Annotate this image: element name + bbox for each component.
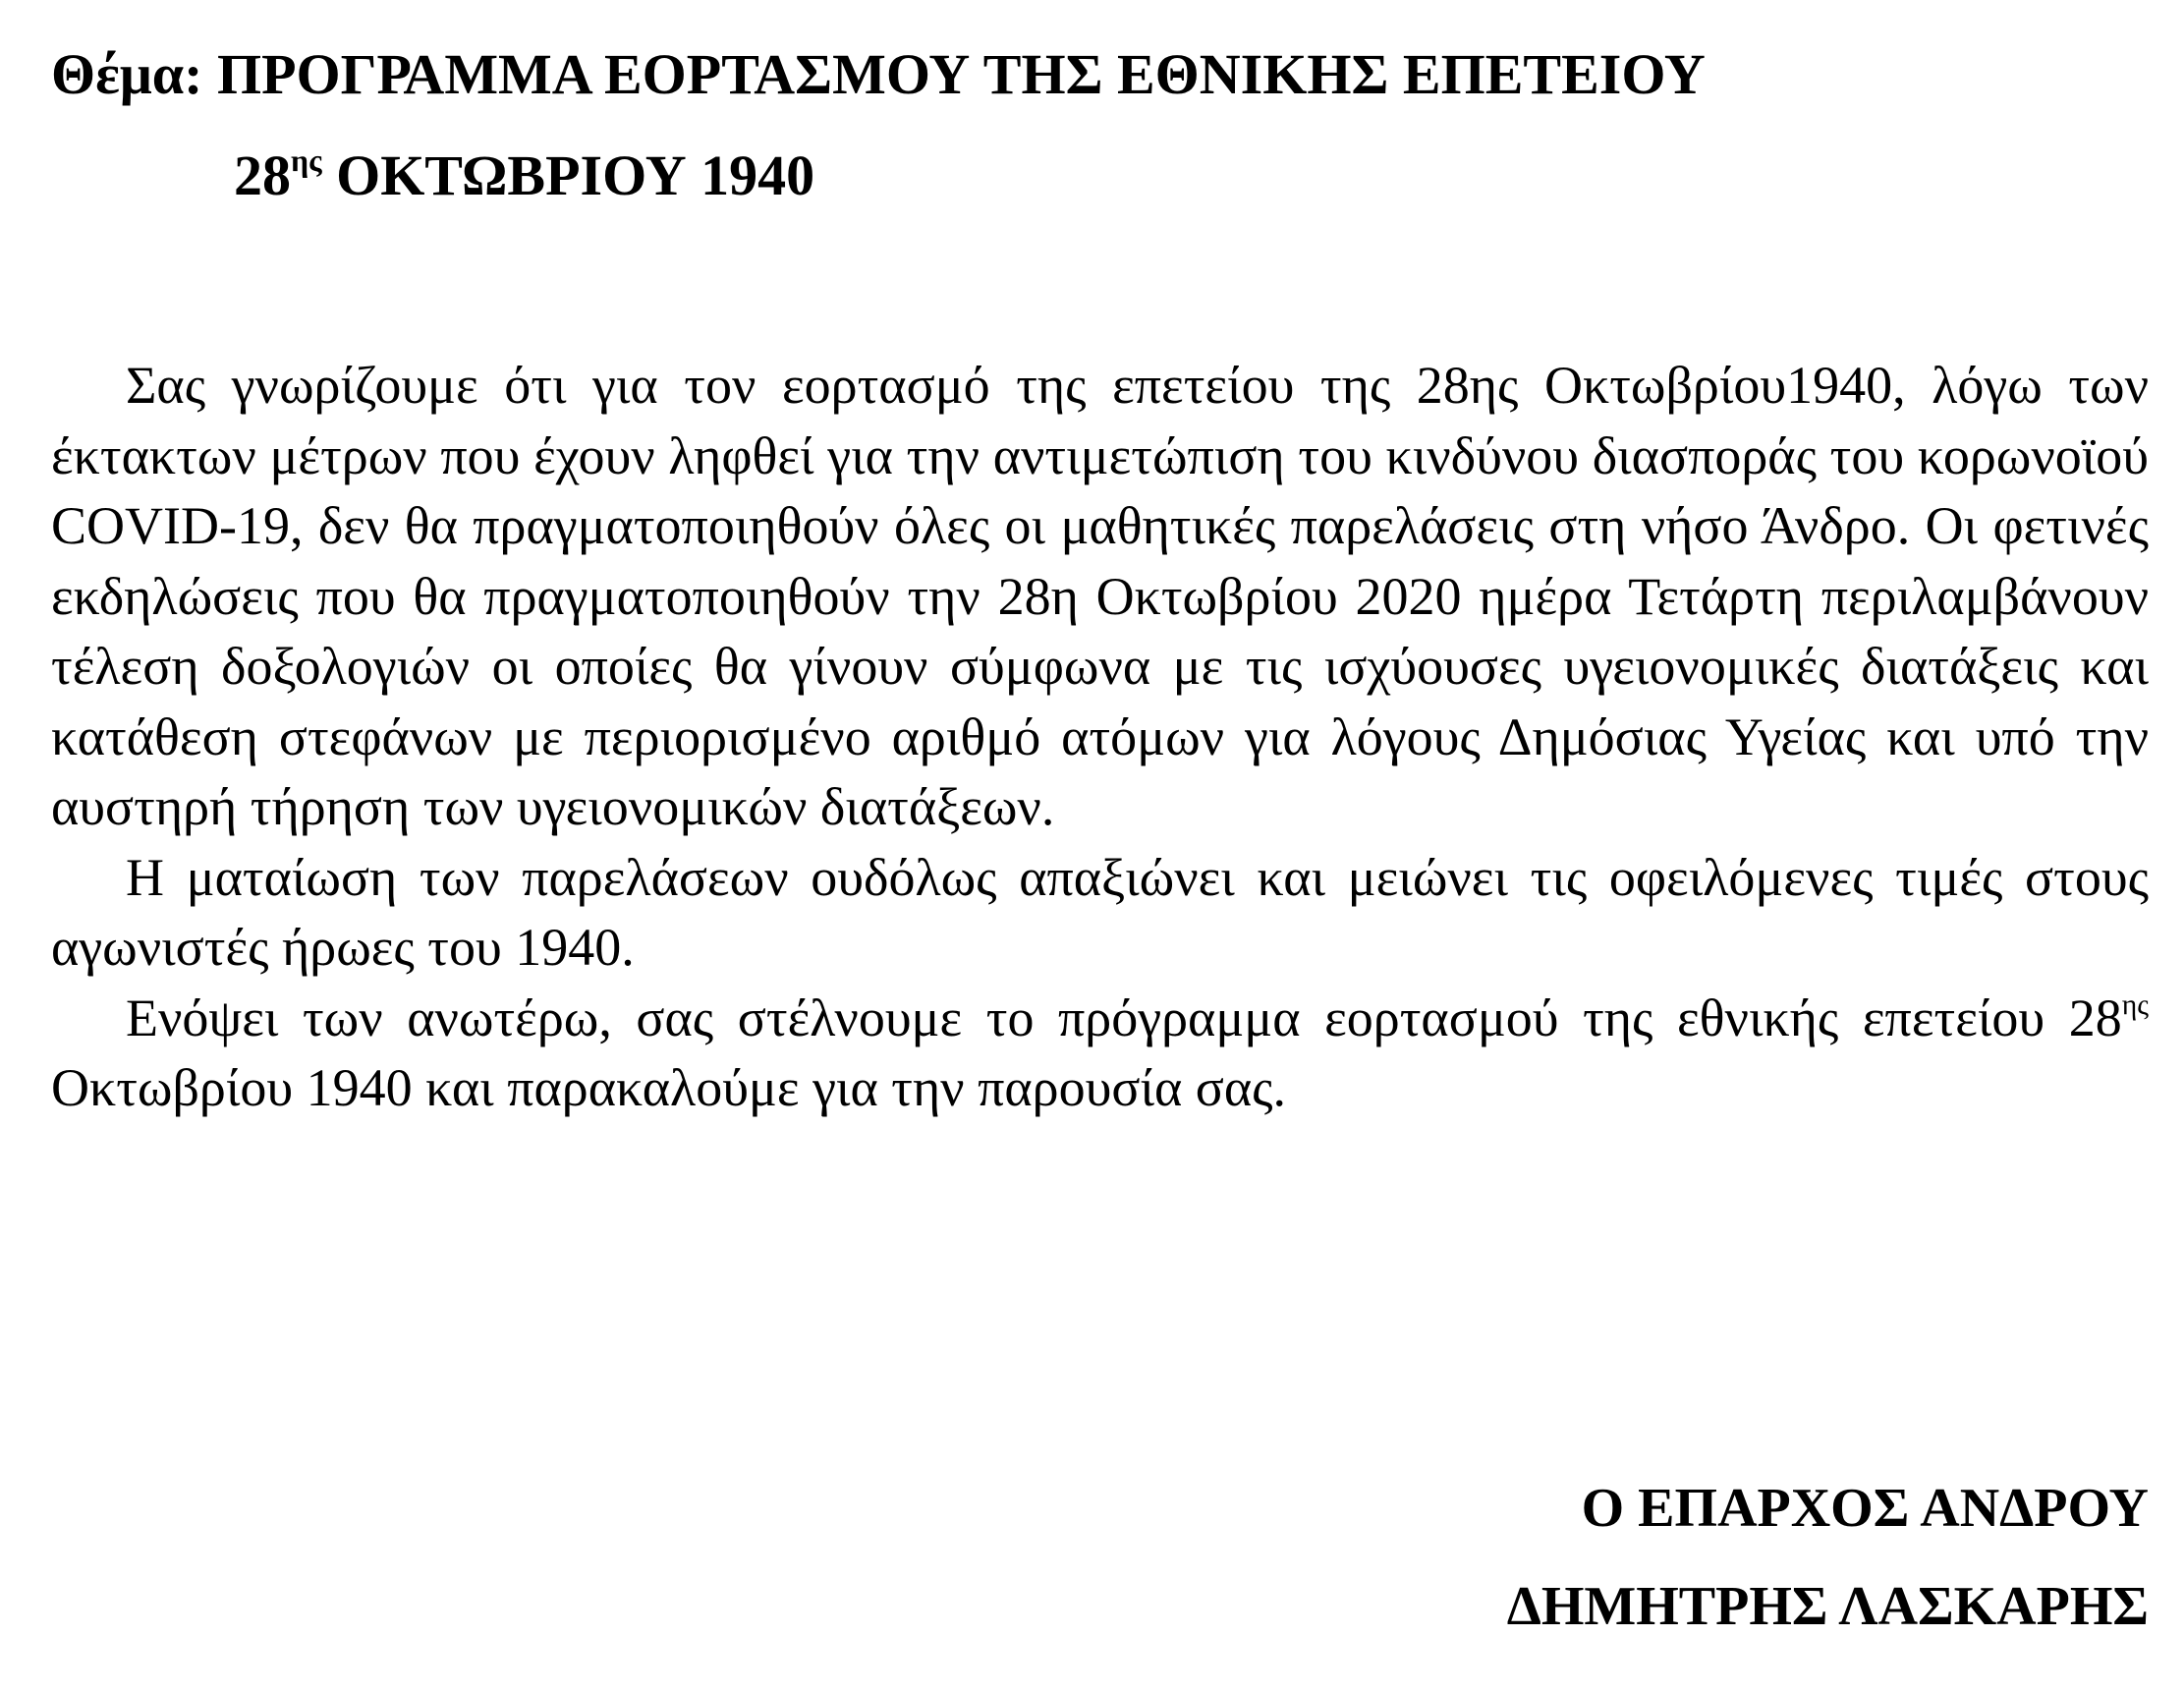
subject-date-ordinal: ης: [291, 143, 322, 179]
subject-title: ΠΡΟΓΡΑΜΜΑ ΕΟΡΤΑΣΜΟΥ ΤΗΣ ΕΘΝΙΚΗΣ ΕΠΕΤΕΙΟΥ: [216, 42, 1706, 106]
signature-block: [1507, 1471, 2149, 1644]
signature-name: ΔΗΜΗΤΡΗΣ ΛΑΣΚΑΡΗΣ: [1506, 1576, 2149, 1637]
letter-body: [51, 351, 2149, 1124]
subject-date-rest: ΟΚΤΩΒΡΙΟΥ 1940: [336, 143, 815, 207]
body-paragraph-3: [51, 984, 2149, 1124]
signature-role: Ο ΕΠΑΡΧΟΣ ΑΝΔΡΟΥ: [1581, 1478, 2149, 1539]
body-paragraph-3-end: Οκτωβρίου 1940 και παρακαλούμε για την παρουσία σας.: [51, 1058, 1287, 1117]
subject-heading: [51, 37, 2163, 213]
subject-line-2: [51, 139, 2163, 213]
subject-label: Θέμα:: [51, 42, 203, 106]
body-paragraph-3-text: Ενόψει των ανωτέρω, σας στέλνουμε το πρόγραμμα εορτασμού της εθνικής επετείου 28: [126, 988, 2122, 1047]
body-paragraph-2: Η ματαίωση των παρελάσεων ουδόλως απαξιώνει και μειώνει τις οφειλόμενες τιμές στους αγωνιστές ήρωες του 1940.: [51, 847, 2149, 977]
body-paragraph-1: Σας γνωρίζουμε ότι για τον εορτασμό της επετείου της 28ης Οκτωβρίου1940, λόγω των έκτακτων μέτρων που έχουν ληφθεί για την αντιμετώπιση του κινδύνου διασποράς του κορωνοϊού COVID-19, δεν θα πραγματοποιηθούν όλες οι μαθητικές παρελάσεις στη νήσο Άνδρο. Οι φετινές εκδηλώσεις που θα πραγματοποιηθούν την 28η Οκτωβρίου 2020 ημέρα Τετάρτη περιλαμβάνουν τέλεση δοξολογιών οι οποίες θα γίνουν σύμφωνα με τις ισχύουσες υγειονομικές διατάξεις και κατάθεση στεφάνων με περιορισμένο αριθμό ατόμων για λόγους Δημόσιας Υγείας και υπό την αυστηρή τήρηση των υγειονομικών διατάξεων.: [51, 356, 2149, 836]
subject-line-1: [51, 42, 1706, 106]
subject-date-number: 28: [234, 143, 291, 207]
body-paragraph-3-ordinal: ης: [2121, 988, 2149, 1021]
